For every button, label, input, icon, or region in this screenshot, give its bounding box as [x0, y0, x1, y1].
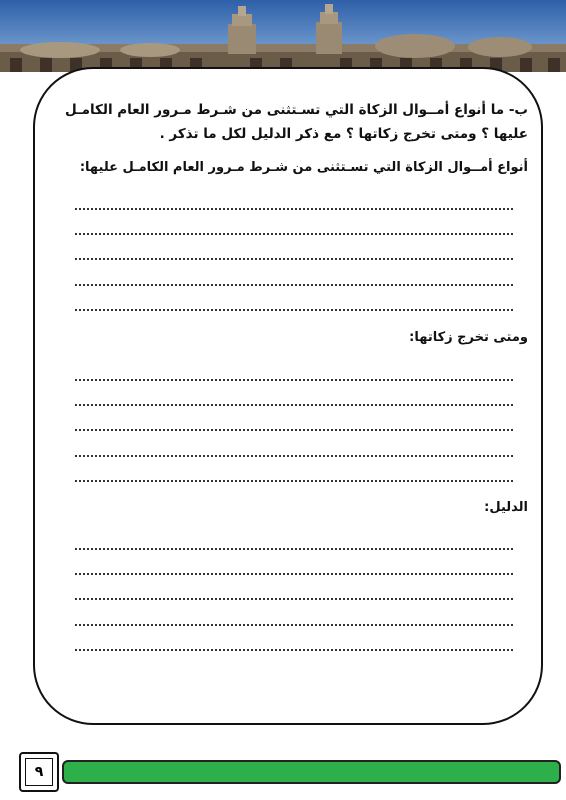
answer-line[interactable]: [75, 309, 513, 311]
question-line-1: ب- ما أنواع أمــوال الزكاة التي تسـتثنى من شـرط مـرور العام الكامـل: [64, 102, 528, 118]
answer-line[interactable]: [75, 208, 513, 210]
answer-line[interactable]: [75, 429, 513, 431]
answer-line[interactable]: [75, 480, 513, 482]
answer-line[interactable]: [75, 649, 513, 651]
header-banner-image: [0, 0, 566, 72]
answer-line[interactable]: [75, 455, 513, 457]
question-line-2: عليها ؟ ومتى تخرج زكاتها ؟ مع ذكر الدليل لكل ما تذكر .: [159, 126, 528, 142]
footer-bar: [62, 760, 561, 784]
section-heading-when: ومتى تخرج زكاتها:: [409, 330, 528, 345]
answer-line[interactable]: [75, 624, 513, 626]
answer-line[interactable]: [75, 379, 513, 381]
section-heading-evidence: الدليل:: [484, 500, 528, 515]
answer-line[interactable]: [75, 258, 513, 260]
page-number: ٩: [25, 758, 53, 786]
answer-line[interactable]: [75, 598, 513, 600]
answer-line[interactable]: [75, 404, 513, 406]
section-heading-types: أنواع أمــوال الزكاة التي تسـتثنى من شـرط مـرور العام الكامـل عليها:: [79, 160, 528, 175]
answer-line[interactable]: [75, 284, 513, 286]
question-text: [58, 98, 528, 146]
answer-line[interactable]: [75, 548, 513, 550]
answer-line[interactable]: [75, 573, 513, 575]
page-number-box: [19, 752, 59, 792]
answer-line[interactable]: [75, 233, 513, 235]
